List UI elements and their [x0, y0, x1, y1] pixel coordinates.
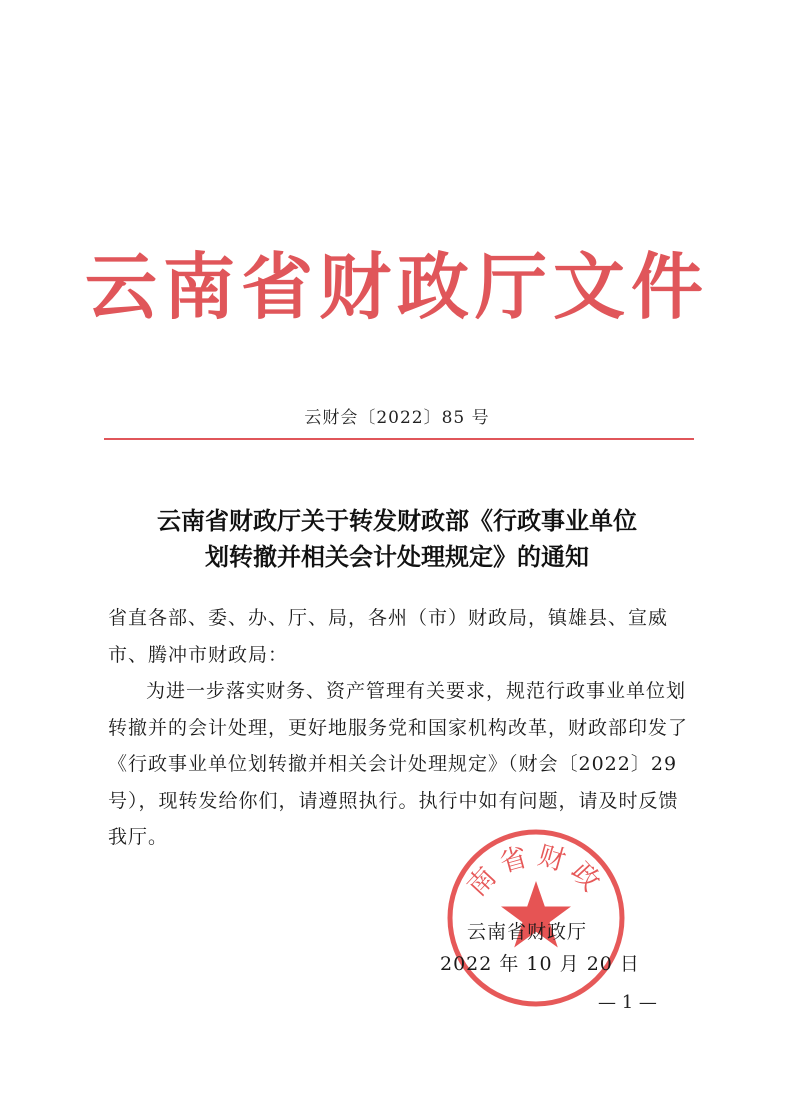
notice-body [108, 600, 698, 856]
red-divider-line [104, 438, 694, 440]
document-number: 云财会〔2022〕85 号 [304, 408, 490, 428]
body-paragraph: 为进一步落实财务、资产管理有关要求，规范行政事业单位划转撤并的会计处理，更好地服务党和国家机构改革，财政部印发了《行政事业单位划转撤并相关会计处理规定》（财会〔2022〕29 号），现转发给你们，请遵照执行。执行中如有问题，请及时反馈我厅。 [108, 680, 689, 848]
issue-date: 2022 年 10 月 20 日 [440, 953, 640, 975]
notice-title [80, 503, 714, 575]
notice-title-line-1: 云南省财政厅关于转发财政部《行政事业单位 [157, 506, 637, 535]
page-number: — 1 — [598, 992, 657, 1013]
document-header-title: 云南省财政厅文件 [84, 244, 709, 329]
notice-title-line-2: 划转撤并相关会计处理规定》的通知 [205, 542, 589, 571]
issuer-signature: 云南省财政厅 [467, 921, 588, 943]
addressee: 省直各部、委、办、厅、局，各州（市）财政局，镇雄县、宣威市、腾冲市财政局： [108, 607, 669, 666]
seal-arc-lettering: 南省财政 [461, 839, 611, 903]
